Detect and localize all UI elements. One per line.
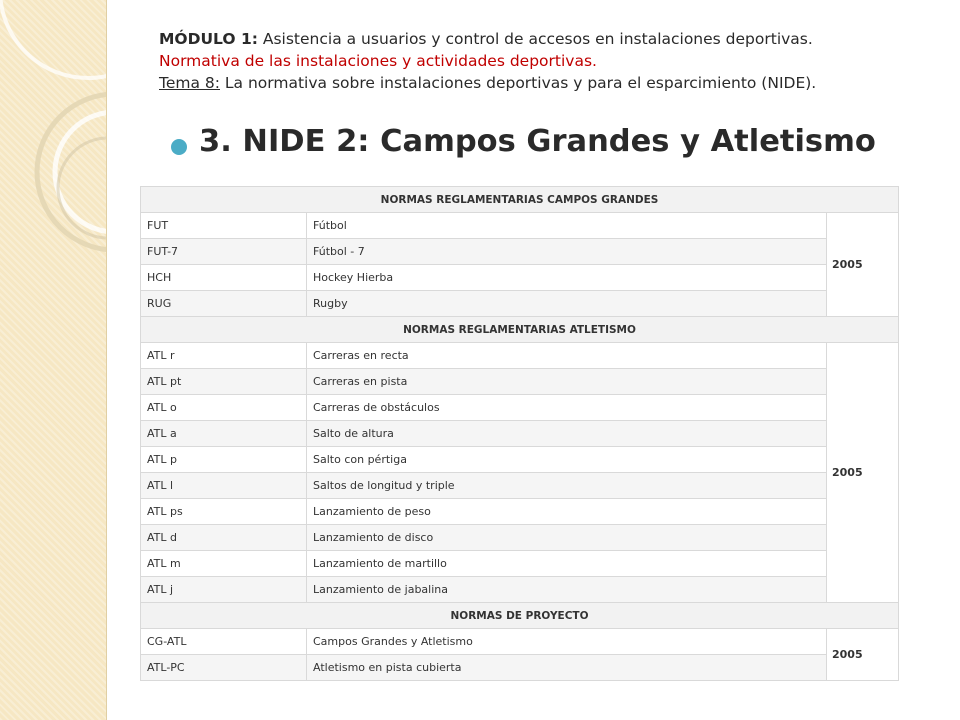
table-row — [141, 629, 899, 655]
table-row — [141, 421, 899, 447]
table-row — [141, 239, 899, 265]
norm-name: Fútbol — [307, 213, 827, 239]
norm-code: ATL d — [141, 525, 307, 551]
norm-code: ATL pt — [141, 369, 307, 395]
norm-name: Lanzamiento de peso — [307, 499, 827, 525]
table-row — [141, 655, 899, 681]
section-heading: NORMAS REGLAMENTARIAS CAMPOS GRANDES — [141, 187, 899, 213]
norm-code: ATL-PC — [141, 655, 307, 681]
slide-header — [159, 28, 949, 94]
norm-code: FUT — [141, 213, 307, 239]
table-row — [141, 577, 899, 603]
table-row — [141, 525, 899, 551]
table-section-header — [141, 603, 899, 629]
decorative-rings-icon — [0, 0, 106, 720]
norm-name: Carreras en recta — [307, 343, 827, 369]
table-row — [141, 395, 899, 421]
subtitle-line: Normativa de las instalaciones y actividades deportivas. — [159, 52, 597, 70]
norms-table — [140, 186, 899, 681]
norm-name: Rugby — [307, 291, 827, 317]
table-section-header — [141, 317, 899, 343]
norm-code: ATL r — [141, 343, 307, 369]
norm-code: ATL l — [141, 473, 307, 499]
norm-name: Fútbol - 7 — [307, 239, 827, 265]
norm-code: ATL a — [141, 421, 307, 447]
module-line — [159, 28, 949, 50]
table-row — [141, 473, 899, 499]
norm-code: ATL ps — [141, 499, 307, 525]
table-row — [141, 447, 899, 473]
norm-code: ATL m — [141, 551, 307, 577]
bullet-icon — [171, 139, 187, 155]
topic-label: Tema 8: — [159, 74, 220, 92]
norm-name: Salto con pértiga — [307, 447, 827, 473]
table-row — [141, 499, 899, 525]
module-label: MÓDULO 1: — [159, 30, 258, 48]
norm-code: ATL o — [141, 395, 307, 421]
section-heading: NORMAS REGLAMENTARIAS ATLETISMO — [141, 317, 899, 343]
norm-name: Lanzamiento de disco — [307, 525, 827, 551]
norm-code: CG-ATL — [141, 629, 307, 655]
topic-line — [159, 72, 949, 94]
norm-name: Campos Grandes y Atletismo — [307, 629, 827, 655]
slide-title: 3. NIDE 2: Campos Grandes y Atletismo — [199, 124, 876, 159]
norm-name: Saltos de longitud y triple — [307, 473, 827, 499]
topic-text: La normativa sobre instalaciones deportivas y para el esparcimiento (NIDE). — [219, 74, 817, 92]
module-text: Asistencia a usuarios y control de accesos en instalaciones deportivas. — [257, 30, 813, 48]
norm-name: Carreras en pista — [307, 369, 827, 395]
table-section-header — [141, 187, 899, 213]
norm-code: RUG — [141, 291, 307, 317]
norms-table-body — [141, 187, 899, 681]
norm-code: FUT-7 — [141, 239, 307, 265]
norm-code: ATL j — [141, 577, 307, 603]
norm-name: Lanzamiento de martillo — [307, 551, 827, 577]
section-heading: NORMAS DE PROYECTO — [141, 603, 899, 629]
table-row — [141, 551, 899, 577]
norm-name: Hockey Hierba — [307, 265, 827, 291]
norm-year: 2005 — [827, 629, 899, 681]
decorative-sidebar — [0, 0, 107, 720]
norm-name: Carreras de obstáculos — [307, 395, 827, 421]
norm-name: Salto de altura — [307, 421, 827, 447]
table-row — [141, 369, 899, 395]
table-row — [141, 291, 899, 317]
norm-name: Atletismo en pista cubierta — [307, 655, 827, 681]
table-row — [141, 343, 899, 369]
norm-year: 2005 — [827, 213, 899, 317]
norm-name: Lanzamiento de jabalina — [307, 577, 827, 603]
norm-code: ATL p — [141, 447, 307, 473]
table-row — [141, 265, 899, 291]
table-row — [141, 213, 899, 239]
norm-code: HCH — [141, 265, 307, 291]
norm-year: 2005 — [827, 343, 899, 603]
